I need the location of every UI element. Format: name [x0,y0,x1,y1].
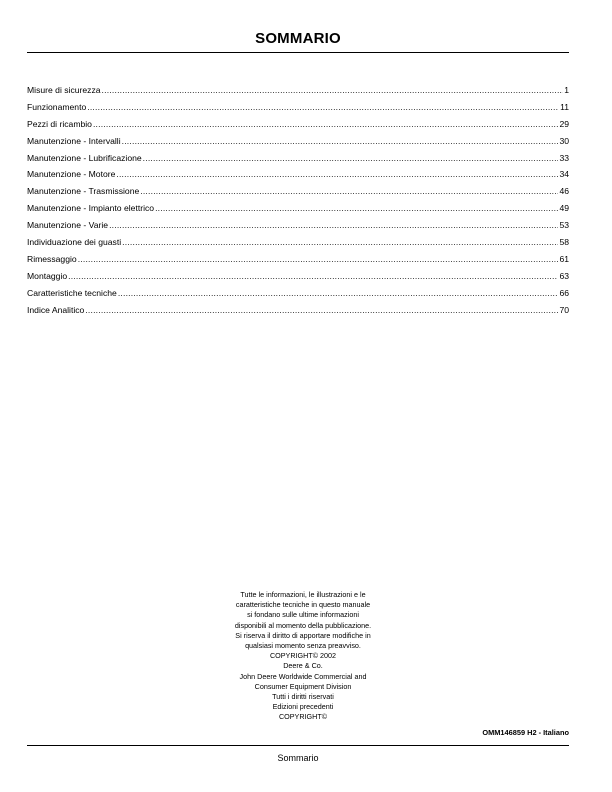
toc-entry-page: 29 [559,118,569,129]
table-of-contents [27,82,569,318]
copyright-line: Consumer Equipment Division [254,681,352,691]
toc-entry[interactable] [27,116,569,133]
toc-entry-label: Manutenzione - Varie [27,220,109,231]
toc-dot-leader [87,99,559,116]
copyright-line: disponibili al momento della pubblicazione. [234,620,372,630]
toc-entry-page: 61 [559,253,569,264]
footer-label: Sommario [277,753,319,763]
toc-entry-label: Manutenzione - Impianto elettrico [27,203,155,214]
toc-entry-label: Rimessaggio [27,253,77,264]
toc-entry[interactable] [27,82,569,99]
toc-entry-label: Indice Analitico [27,304,85,315]
toc-entry[interactable] [27,200,569,217]
toc-dot-leader [68,268,558,285]
footer-divider [27,745,569,746]
toc-entry-page: 11 [560,101,569,112]
toc-entry-label: Individuazione dei guasti [27,237,122,248]
copyright-notice [198,590,408,723]
toc-entry-page: 63 [559,270,569,281]
toc-entry-page: 70 [559,304,569,315]
toc-dot-leader [143,150,559,167]
toc-entry[interactable] [27,251,569,268]
toc-entry[interactable] [27,166,569,183]
toc-entry-label: Manutenzione - Intervalli [27,135,121,146]
toc-entry-page: 53 [559,220,569,231]
toc-entry-page: 34 [559,169,569,180]
toc-entry[interactable] [27,133,569,150]
document-code: OMM146859 H2 - Italiano [482,728,569,737]
toc-entry-label: Misure di sicurezza [27,85,101,95]
title-divider [27,52,569,53]
copyright-line: qualsiasi momento senza preavviso. [245,641,361,651]
toc-dot-leader [78,251,559,268]
toc-entry[interactable] [27,268,569,285]
toc-entry[interactable] [27,302,569,319]
copyright-line: caratteristiche tecniche in questo manuale [235,600,371,610]
toc-dot-leader [102,82,564,99]
toc-dot-leader [109,217,558,234]
toc-entry-label: Caratteristiche tecniche [27,287,117,298]
toc-entry[interactable] [27,183,569,200]
toc-entry-page: 1 [564,85,569,95]
toc-entry-label: Funzionamento [27,101,87,112]
toc-dot-leader [122,133,559,150]
copyright-line: COPYRIGHT© 2002 [269,651,336,661]
toc-entry-page: 33 [559,152,569,163]
copyright-line: COPYRIGHT© [278,712,328,722]
copyright-line: Si riserva il diritto di apportare modifiche in [235,630,371,640]
toc-dot-leader [85,302,558,319]
toc-entry-label: Pezzi di ricambio [27,118,92,129]
toc-entry[interactable] [27,99,569,116]
toc-entry-page: 30 [559,135,569,146]
toc-entry[interactable] [27,285,569,302]
toc-dot-leader [122,234,558,251]
toc-entry-page: 49 [559,203,569,214]
toc-entry-label: Manutenzione - Motore [27,169,116,180]
toc-dot-leader [118,285,559,302]
copyright-line: Tutte le informazioni, le illustrazioni e le [240,590,366,599]
copyright-line: si fondano sulle ultime informazioni [247,610,359,620]
toc-dot-leader [140,183,558,200]
copyright-line: Deere & Co. [283,661,323,671]
toc-entry[interactable] [27,234,569,251]
toc-entry[interactable] [27,217,569,234]
toc-dot-leader [155,200,558,217]
copyright-line: John Deere Worldwide Commercial and [239,671,367,681]
toc-entry-label: Montaggio [27,270,68,281]
toc-entry-label: Manutenzione - Lubrificazione [27,152,142,163]
toc-entry-label: Manutenzione - Trasmissione [27,186,140,197]
copyright-line: Edizioni precedenti [272,702,334,712]
toc-dot-leader [116,166,558,183]
toc-entry-page: 66 [559,287,569,298]
copyright-line: Tutti i diritti riservati [272,692,334,702]
page-title: SOMMARIO [255,30,341,47]
toc-entry-page: 46 [559,186,569,197]
toc-dot-leader [93,116,558,133]
toc-entry-page: 58 [559,237,569,248]
toc-entry[interactable] [27,150,569,167]
